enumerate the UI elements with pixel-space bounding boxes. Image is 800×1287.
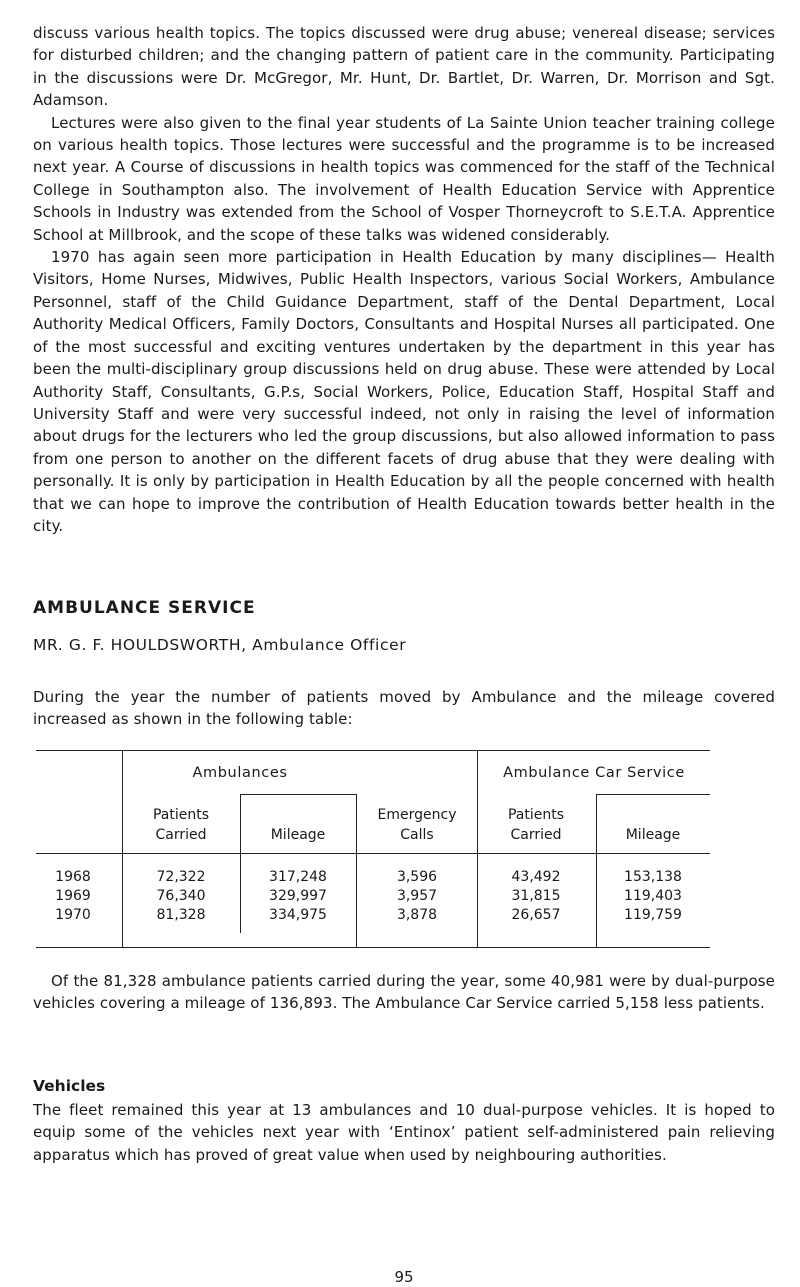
table-cell: 317,248: [269, 869, 327, 885]
col-emergency-calls-line2: Calls: [400, 827, 434, 843]
row-year: 1969: [55, 888, 91, 904]
header-ambulances: Ambulances: [192, 765, 288, 781]
row-year: 1968: [55, 869, 91, 885]
col-car-patients-line1: Patients: [507, 807, 565, 823]
table-intro: During the year the number of patients moved by Ambulance and the mileage covered increased as shown in the following table:: [33, 688, 775, 729]
table-cell: 26,657: [511, 907, 561, 923]
table-cell: 334,975: [269, 907, 327, 923]
table-cell: 76,340: [156, 888, 206, 904]
col-emergency-calls-line1: Emergency: [377, 807, 457, 823]
col-car-patients-line2: Carried: [510, 827, 562, 843]
table-cell: 329,997: [269, 888, 327, 904]
paragraph-1: discuss various health topics. The topics discussed were drug abuse; venereal disease; services for disturbed children; and the changing pattern of patient care in the community. Participating in the discussions were Dr. McGregor, Mr. Hunt, Dr. Bartlet, Dr. Warren, Dr. Morrison and Sgt. Adamson.: [33, 24, 775, 110]
paragraph-2: Lectures were also given to the final year students of La Sainte Union teacher training college on various health topics. Those lectures were successful and the programme is to be increased next year. A Course of discussions in health topics was commenced for the staff of the Technical College in Southampton also. The involvement of Health Education Service with Apprentice Schools in Industry was extended from the School of Vosper Thorneycroft to S.E.T.A. Apprentice School at Millbrook, and the scope of these talks was widened considerably.: [33, 113, 775, 244]
table-cell: 3,596: [396, 869, 438, 885]
ambulance-table: [33, 750, 775, 948]
paragraph-after-table: Of the 81,328 ambulance patients carried during the year, some 40,981 were by dual-purpose vehicles covering a mileage of 136,893. The Ambulance Car Service carried 5,158 less patients.: [33, 972, 775, 1013]
table-cell: 153,138: [624, 869, 682, 885]
table-cell: 31,815: [511, 888, 561, 904]
header-car-service: Ambulance Car Service: [503, 765, 685, 781]
vehicles-heading: Vehicles: [33, 1077, 106, 1095]
col-mileage: Mileage: [270, 827, 326, 843]
table-cell: 119,759: [624, 907, 682, 923]
col-car-mileage: Mileage: [625, 827, 681, 843]
table-cell: 3,957: [396, 888, 438, 904]
paragraph-3: 1970 has again seen more participation in Health Education by many disciplines— Health Visitors, Home Nurses, Midwives, Public Health Inspectors, various Social Workers, Ambulance Personnel, staff of the Child Guidance Department, staff of the Dental Department, Local Authority Medical Officers, Family Doctors, Consultants and Hospital Nurses all participated. One of the most successful and exciting ventures undertaken by the department in this year has been the multi-disciplinary group discussions held on drug abuse. These were attended by Local Authority Staff, Consultants, G.P.s, Social Workers, Police, Education Staff, Hospital Staff and University Staff and were very successful indeed, not only in raising the level of information about drugs for the lecturers who led the group discussions, but also allowed information to pass from one person to another on the different facets of drug abuse that they were dealing with personally. It is only by participation in Health Education by all the people concerned with health that we can hope to improve the contribution of Health Education towards better health in the city.: [33, 248, 775, 535]
table-cell: 3,878: [396, 907, 438, 923]
page-number: 95: [394, 1268, 414, 1286]
table-cell: 119,403: [624, 888, 682, 904]
section-title: AMBULANCE SERVICE: [33, 598, 256, 618]
table-cell: 81,328: [156, 907, 206, 923]
col-patients-carried-line2: Carried: [155, 827, 207, 843]
row-year: 1970: [55, 907, 91, 923]
table-cell: 72,322: [156, 869, 206, 885]
officer-line: MR. G. F. HOULDSWORTH, Ambulance Officer: [33, 636, 407, 654]
vehicles-paragraph: The fleet remained this year at 13 ambulances and 10 dual-purpose vehicles. It is hoped to equip some of the vehicles next year with ‘Entinox’ patient self-administered pain relieving apparatus which has proved of great value when used by neighbouring authorities.: [33, 1101, 775, 1164]
document-page: [33, 22, 775, 1286]
col-patients-carried-line1: Patients: [152, 807, 210, 823]
ambulance-table-grid: [33, 750, 775, 948]
table-cell: 43,492: [511, 869, 561, 885]
